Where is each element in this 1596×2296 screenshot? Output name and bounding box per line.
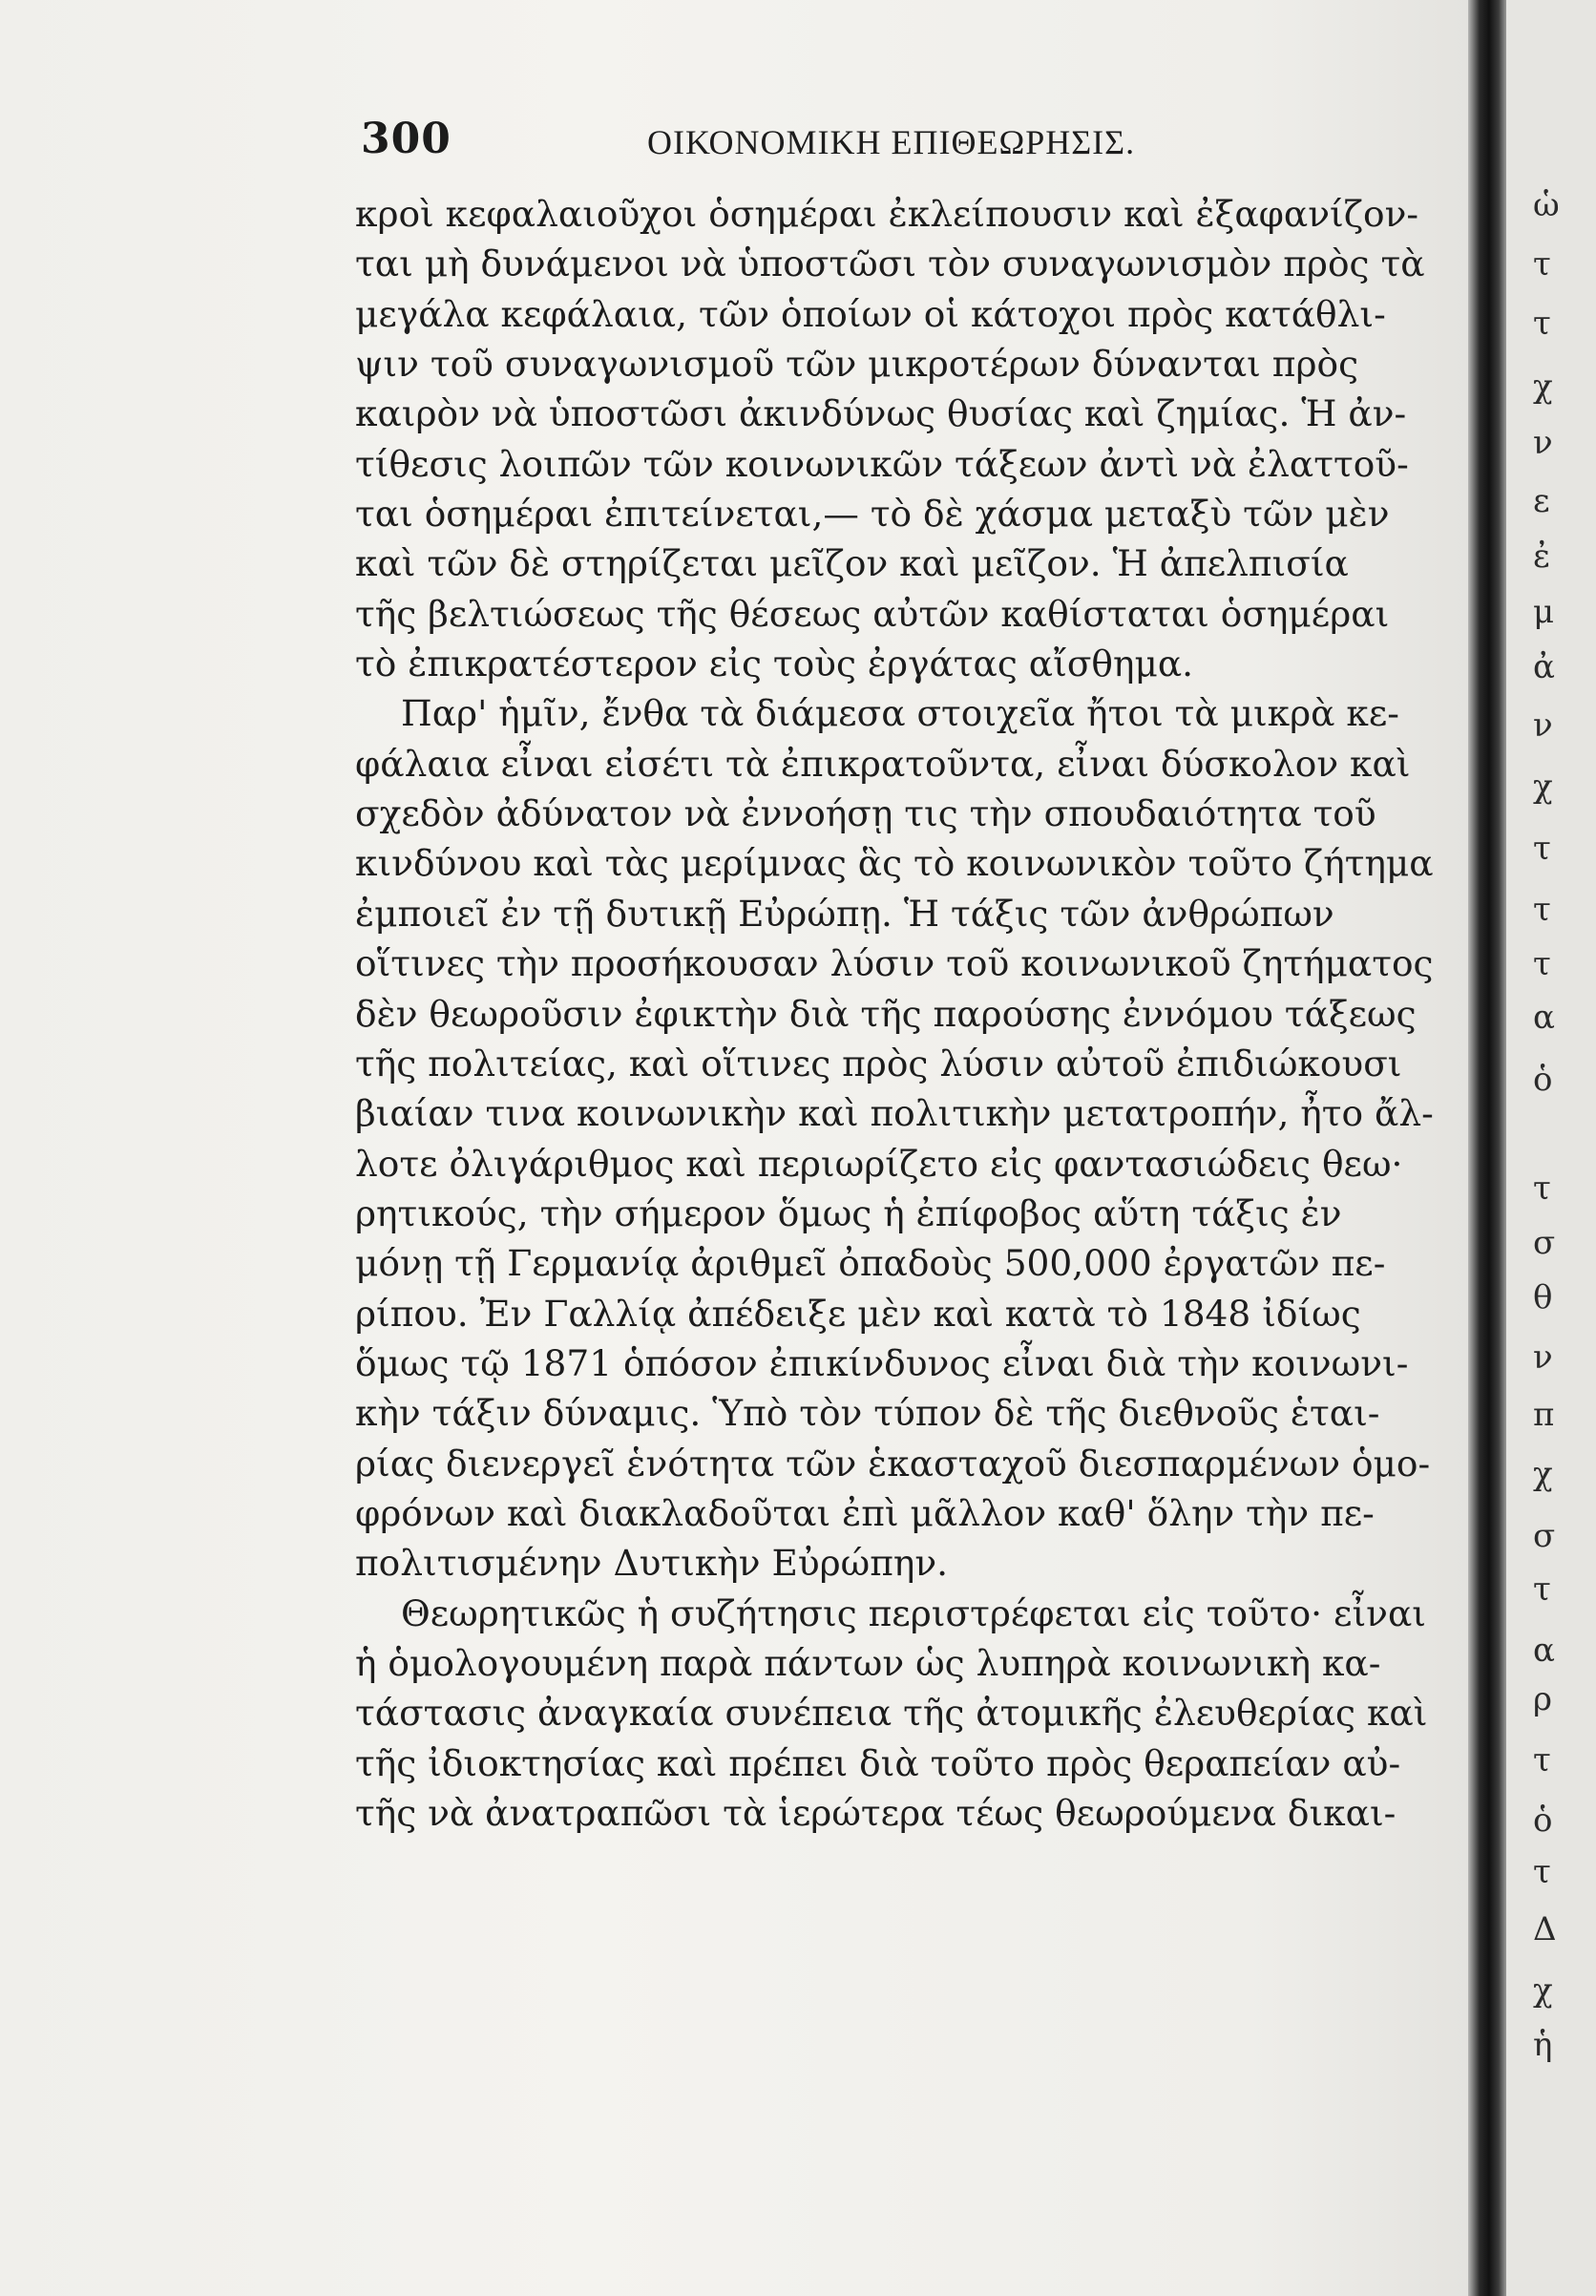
text-line: πολιτισμένην Δυτικὴν Εὐρώπην.: [355, 1542, 949, 1585]
text-line: μεγάλα κεφάλαια, τῶν ὁποίων οἱ κάτοχοι πρὸς κατάθλι-: [355, 292, 1386, 335]
running-title: ΟΙΚΟΝΟΜΙΚΗ ΕΠΙΘΕΩΡΗΣΙΣ.: [647, 123, 1136, 161]
next-page-fragment: χ: [1533, 368, 1553, 406]
text-line: σχεδὸν ἀδύνατον νὰ ἐννοήσῃ τις τὴν σπουδαιότητα τοῦ: [355, 792, 1376, 835]
next-page-fragment: Δ: [1533, 1910, 1557, 1948]
next-page-fragment: ἀ: [1533, 648, 1555, 686]
text-line: λοτε ὀλιγάριθμος καὶ περιωρίζετο εἰς φαντασιώδεις θεω·: [355, 1142, 1403, 1185]
text-line: κινδύνου καὶ τὰς μερίμνας ἃς τὸ κοινωνικὸν τοῦτο ζήτημα: [355, 842, 1434, 885]
page-header: [361, 115, 1182, 172]
text-line: ἐμποιεῖ ἐν τῇ δυτικῇ Εὐρώπῃ. Ἡ τάξις τῶν ἀνθρώπων: [355, 892, 1334, 935]
text-line: τὸ ἐπικρατέστερον εἰς τοὺς ἐργάτας αἴσθημα.: [355, 642, 1194, 685]
next-page-fragment: ὡ: [1533, 186, 1560, 224]
next-page-fragment: χ: [1533, 1455, 1553, 1493]
text-line: ται μὴ δυνάμενοι νὰ ὑποστῶσι τὸν συναγωνισμὸν πρὸς τὰ: [355, 242, 1425, 285]
next-page-fragment: ἐ: [1533, 537, 1551, 576]
text-line: φρόνων καὶ διακλαδοῦται ἐπὶ μᾶλλον καθ' ὅλην τὴν πε-: [355, 1491, 1375, 1534]
next-page-fragment: τ: [1533, 1853, 1551, 1891]
next-page-edge: [1506, 0, 1596, 2296]
next-page-fragment: σ: [1533, 1517, 1556, 1555]
text-line: τῆς βελτιώσεως τῆς θέσεως αὐτῶν καθίσταται ὁσημέραι: [355, 592, 1390, 635]
next-page-fragment: τ: [1533, 245, 1551, 284]
next-page-fragment: ὁ: [1533, 1061, 1553, 1099]
text-line: ρίας διενεργεῖ ἑνότητα τῶν ἑκασταχοῦ διεσπαρμένων ὁμο-: [355, 1442, 1431, 1485]
text-line: οἵτινες τὴν προσήκουσαν λύσιν τοῦ κοινωνικοῦ ζητήματος: [355, 942, 1434, 985]
next-page-fragment: τ: [1533, 830, 1551, 868]
next-page-fragment: α: [1533, 1632, 1555, 1670]
next-page-fragment: ρ: [1533, 1680, 1552, 1718]
text-line: βιαίαν τινα κοινωνικὴν καὶ πολιτικὴν μετατροπήν, ἦτο ἄλ-: [355, 1092, 1434, 1135]
next-page-fragment: μ: [1533, 593, 1555, 631]
next-page-fragment: ὁ: [1533, 1801, 1553, 1840]
next-page-fragment: τ: [1533, 305, 1551, 343]
text-line: τῆς πολιτείας, καὶ οἵτινες πρὸς λύσιν αὐτοῦ ἐπιδιώκουσι: [355, 1042, 1402, 1085]
text-line: καιρὸν νὰ ὑποστῶσι ἀκινδύνως θυσίας καὶ ζημίας. Ἡ ἀν-: [355, 392, 1407, 435]
next-page-fragment: ν: [1533, 706, 1553, 745]
next-page-fragment: ν: [1533, 424, 1553, 462]
text-line: κὴν τάξιν δύναμις. Ὑπὸ τὸν τύπον δὲ τῆς διεθνοῦς ἑται-: [355, 1392, 1380, 1435]
next-page-fragment: ε: [1533, 482, 1550, 520]
next-page-fragment: π: [1533, 1396, 1555, 1434]
next-page-fragment: α: [1533, 999, 1555, 1037]
next-page-fragment: ἡ: [1533, 2026, 1553, 2064]
text-line: δὲν θεωροῦσιν ἐφικτὴν διὰ τῆς παρούσης ἐννόμου τάξεως: [355, 992, 1417, 1035]
text-line: ὅμως τῷ 1871 ὁπόσον ἐπικίνδυνος εἶναι διὰ τὴν κοινωνι-: [355, 1341, 1409, 1384]
text-line: ψιν τοῦ συναγωνισμοῦ τῶν μικροτέρων δύνανται πρὸς: [355, 343, 1359, 386]
next-page-fragment: τ: [1533, 891, 1551, 929]
text-line: ται ὁσημέραι ἐπιτείνεται,— τὸ δὲ χάσμα μεταξὺ τῶν μὲν: [355, 493, 1390, 536]
next-page-fragment: τ: [1533, 1169, 1551, 1208]
text-line-indented: Θεωρητικῶς ἡ συζήτησις περιστρέφεται εἰς τοῦτο· εἶναι: [401, 1591, 1426, 1634]
text-line: μόνῃ τῇ Γερμανίᾳ ἀριθμεῖ ὀπαδοὺς 500,000 ἐργατῶν πε-: [355, 1242, 1386, 1285]
next-page-fragment: ν: [1533, 1338, 1553, 1377]
next-page-fragment: χ: [1533, 1971, 1553, 2010]
text-line-indented: Παρ' ἡμῖν, ἔνθα τὰ διάμεσα στοιχεῖα ἤτοι τὰ μικρὰ κε-: [401, 692, 1399, 735]
text-line: ἡ ὁμολογουμένη παρὰ πάντων ὡς λυπηρὰ κοινωνικὴ κα-: [355, 1641, 1381, 1684]
page-number: 300: [361, 115, 452, 163]
text-line: ρίπου. Ἐν Γαλλίᾳ ἀπέδειξε μὲν καὶ κατὰ τὸ 1848 ἰδίως: [355, 1292, 1361, 1335]
next-page-fragment: σ: [1533, 1224, 1556, 1262]
next-page-fragment: τ: [1533, 1741, 1551, 1780]
next-page-fragment: θ: [1533, 1278, 1553, 1317]
text-line: τάστασις ἀναγκαία συνέπεια τῆς ἀτομικῆς ἐλευθερίας καὶ: [355, 1692, 1428, 1735]
next-page-fragment: τ: [1533, 1570, 1551, 1609]
text-line: τῆς νὰ ἀνατραπῶσι τὰ ἱερώτερα τέως θεωρούμενα δικαι-: [355, 1792, 1396, 1834]
body-text: [355, 189, 1434, 1838]
book-gutter: [1468, 0, 1506, 2296]
text-line: φάλαια εἶναι εἰσέτι τὰ ἐπικρατοῦντα, εἶναι δύσκολον καὶ: [355, 742, 1411, 785]
text-line: καὶ τῶν δὲ στηρίζεται μεῖζον καὶ μεῖζον. Ἡ ἀπελπισία: [355, 542, 1349, 585]
text-line: κροὶ κεφαλαιοῦχοι ὁσημέραι ἐκλείπουσιν καὶ ἐξαφανίζον-: [355, 193, 1419, 235]
text-line: ρητικούς, τὴν σήμερον ὅμως ἡ ἐπίφοβος αὕτη τάξις ἐν: [355, 1191, 1342, 1234]
next-page-fragment: τ: [1533, 945, 1551, 983]
next-page-fragment: χ: [1533, 768, 1553, 806]
text-line: τῆς ἰδιοκτησίας καὶ πρέπει διὰ τοῦτο πρὸς θεραπείαν αὐ-: [355, 1741, 1401, 1784]
text-line: τίθεσις λοιπῶν τῶν κοινωνικῶν τάξεων ἀντὶ νὰ ἐλαττοῦ-: [355, 442, 1409, 485]
